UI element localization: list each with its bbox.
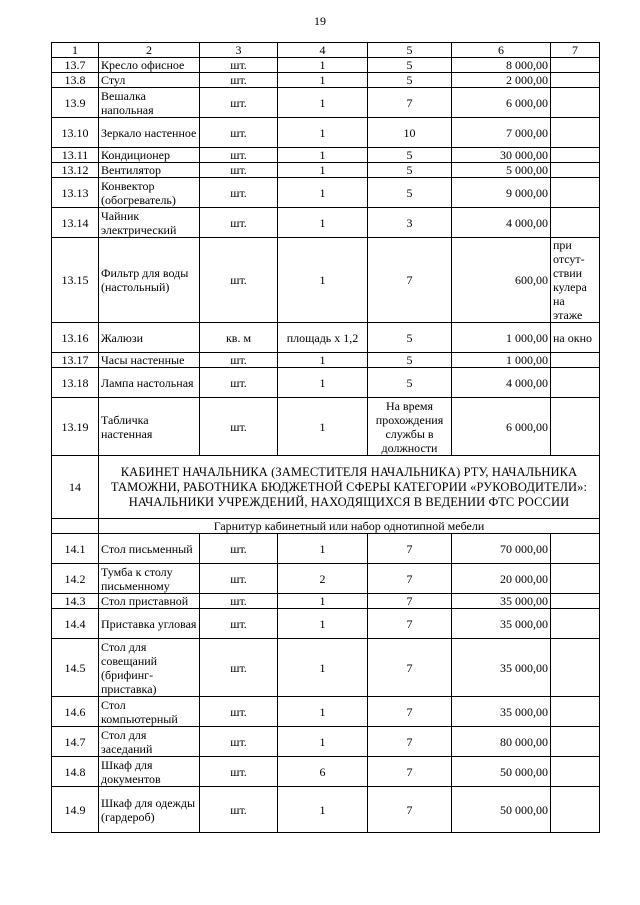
unit-of-measure: шт. — [200, 88, 278, 118]
service-life: 3 — [368, 208, 452, 238]
unit-of-measure: шт. — [200, 148, 278, 163]
quantity: 1 — [278, 727, 368, 757]
table-row — [52, 323, 600, 353]
item-name: Приставка угловая — [99, 609, 200, 639]
note — [551, 118, 600, 148]
price: 4 000,00 — [452, 208, 551, 238]
item-name: Жалюзи — [99, 323, 200, 353]
service-life: 5 — [368, 368, 452, 398]
note — [551, 368, 600, 398]
service-life: 7 — [368, 787, 452, 833]
price: 4 000,00 — [452, 368, 551, 398]
row-number: 14.4 — [52, 609, 99, 639]
note — [551, 163, 600, 178]
header-cell: 2 — [99, 43, 200, 58]
item-name: Конвектор (обогреватель) — [99, 178, 200, 208]
price: 35 000,00 — [452, 609, 551, 639]
price: 1 000,00 — [452, 353, 551, 368]
row-number: 13.16 — [52, 323, 99, 353]
note — [551, 148, 600, 163]
header-cell: 6 — [452, 43, 551, 58]
price: 50 000,00 — [452, 787, 551, 833]
service-life: 7 — [368, 88, 452, 118]
item-name: Стол приставной — [99, 594, 200, 609]
quantity: 1 — [278, 398, 368, 456]
price: 35 000,00 — [452, 697, 551, 727]
note — [551, 564, 600, 594]
row-number: 14.5 — [52, 639, 99, 697]
table-row — [52, 727, 600, 757]
price: 1 000,00 — [452, 323, 551, 353]
row-number: 13.12 — [52, 163, 99, 178]
row-number: 14.9 — [52, 787, 99, 833]
quantity: 1 — [278, 787, 368, 833]
table-row — [52, 368, 600, 398]
item-name: Шкаф для документов — [99, 757, 200, 787]
note — [551, 88, 600, 118]
unit-of-measure: шт. — [200, 118, 278, 148]
table-row — [52, 639, 600, 697]
table-row — [52, 73, 600, 88]
note — [551, 639, 600, 697]
quantity: 1 — [278, 238, 368, 323]
unit-of-measure: шт. — [200, 353, 278, 368]
service-life: 5 — [368, 323, 452, 353]
table-row — [52, 787, 600, 833]
note — [551, 208, 600, 238]
section-heading-row — [52, 456, 600, 519]
unit-of-measure: шт. — [200, 73, 278, 88]
item-name: Вешалка напольная — [99, 88, 200, 118]
service-life: На время прохождения службы в должности — [368, 398, 452, 456]
quantity: 1 — [278, 118, 368, 148]
section-number: 14 — [52, 456, 99, 519]
quantity: 1 — [278, 178, 368, 208]
unit-of-measure: шт. — [200, 697, 278, 727]
quantity: 1 — [278, 594, 368, 609]
unit-of-measure: шт. — [200, 163, 278, 178]
quantity: 1 — [278, 697, 368, 727]
unit-of-measure: шт. — [200, 238, 278, 323]
item-name: Часы настенные — [99, 353, 200, 368]
section-title: КАБИНЕТ НАЧАЛЬНИКА (ЗАМЕСТИТЕЛЯ НАЧАЛЬНИКА) РТУ, НАЧАЛЬНИКА ТАМОЖНИ, РАБОТНИКА БЮДЖЕТНОЙ СФЕРЫ КАТЕГОРИИ «РУКОВОДИТЕЛИ»: НАЧАЛЬНИКИ УЧРЕЖДЕНИЙ, НАХОДЯЩИХСЯ В ВЕДЕНИИ ФТС РОССИИ — [99, 456, 600, 519]
unit-of-measure: шт. — [200, 208, 278, 238]
norms-table — [51, 42, 600, 833]
header-cell: 5 — [368, 43, 452, 58]
table-body-section-14-header — [52, 456, 600, 534]
table-row — [52, 208, 600, 238]
price: 600,00 — [452, 238, 551, 323]
unit-of-measure: шт. — [200, 368, 278, 398]
service-life: 7 — [368, 639, 452, 697]
row-number: 13.18 — [52, 368, 99, 398]
table-row — [52, 148, 600, 163]
header-cell: 3 — [200, 43, 278, 58]
service-life: 10 — [368, 118, 452, 148]
row-number: 13.8 — [52, 73, 99, 88]
row-number: 13.10 — [52, 118, 99, 148]
unit-of-measure: шт. — [200, 609, 278, 639]
price: 2 000,00 — [452, 73, 551, 88]
item-name: Стол письменный — [99, 534, 200, 564]
unit-of-measure: шт. — [200, 727, 278, 757]
service-life: 7 — [368, 564, 452, 594]
unit-of-measure: шт. — [200, 787, 278, 833]
service-life: 7 — [368, 609, 452, 639]
price: 35 000,00 — [452, 639, 551, 697]
item-name: Стол для заседаний — [99, 727, 200, 757]
price: 80 000,00 — [452, 727, 551, 757]
price: 6 000,00 — [452, 88, 551, 118]
quantity: 1 — [278, 353, 368, 368]
note — [551, 727, 600, 757]
row-number: 13.13 — [52, 178, 99, 208]
item-name: Тумба к столу письменному — [99, 564, 200, 594]
row-number: 13.17 — [52, 353, 99, 368]
table-row — [52, 58, 600, 73]
note — [551, 353, 600, 368]
quantity: площадь х 1,2 — [278, 323, 368, 353]
table-row — [52, 398, 600, 456]
table-row — [52, 594, 600, 609]
price: 5 000,00 — [452, 163, 551, 178]
row-number: 13.11 — [52, 148, 99, 163]
quantity: 1 — [278, 639, 368, 697]
section-subtitle-row — [52, 519, 600, 534]
table-row — [52, 609, 600, 639]
header-row — [52, 43, 600, 58]
item-name: Табличка настенная — [99, 398, 200, 456]
quantity: 1 — [278, 208, 368, 238]
price: 7 000,00 — [452, 118, 551, 148]
quantity: 1 — [278, 368, 368, 398]
quantity: 2 — [278, 564, 368, 594]
row-number: 14.1 — [52, 534, 99, 564]
price: 8 000,00 — [452, 58, 551, 73]
row-number: 13.19 — [52, 398, 99, 456]
service-life: 5 — [368, 163, 452, 178]
unit-of-measure: шт. — [200, 58, 278, 73]
note — [551, 609, 600, 639]
header-cell: 4 — [278, 43, 368, 58]
service-life: 7 — [368, 594, 452, 609]
price: 20 000,00 — [452, 564, 551, 594]
unit-of-measure: шт. — [200, 564, 278, 594]
row-number: 14.2 — [52, 564, 99, 594]
note — [551, 787, 600, 833]
service-life: 7 — [368, 534, 452, 564]
service-life: 7 — [368, 757, 452, 787]
unit-of-measure: кв. м — [200, 323, 278, 353]
service-life: 7 — [368, 238, 452, 323]
unit-of-measure: шт. — [200, 534, 278, 564]
item-name: Зеркало настенное — [99, 118, 200, 148]
quantity: 1 — [278, 73, 368, 88]
row-number: 13.7 — [52, 58, 99, 73]
item-name: Лампа настольная — [99, 368, 200, 398]
section-subtitle: Гарнитур кабинетный или набор однотипной мебели — [99, 519, 600, 534]
item-name: Кресло офисное — [99, 58, 200, 73]
quantity: 1 — [278, 163, 368, 178]
item-name: Фильтр для воды (настольный) — [99, 238, 200, 323]
row-number: 14.3 — [52, 594, 99, 609]
unit-of-measure: шт. — [200, 398, 278, 456]
table-row — [52, 178, 600, 208]
row-number: 13.15 — [52, 238, 99, 323]
note — [551, 534, 600, 564]
item-name: Шкаф для одежды (гардероб) — [99, 787, 200, 833]
item-name: Стол компьютерный — [99, 697, 200, 727]
unit-of-measure: шт. — [200, 639, 278, 697]
quantity: 1 — [278, 88, 368, 118]
row-number: 14.6 — [52, 697, 99, 727]
note: при отсут-ствии кулера на этаже — [551, 238, 600, 323]
note — [551, 73, 600, 88]
table-row — [52, 163, 600, 178]
table-row — [52, 88, 600, 118]
unit-of-measure: шт. — [200, 178, 278, 208]
service-life: 7 — [368, 697, 452, 727]
table-body-section-13 — [52, 58, 600, 456]
quantity: 1 — [278, 534, 368, 564]
service-life: 5 — [368, 58, 452, 73]
item-name: Стул — [99, 73, 200, 88]
header-cell: 1 — [52, 43, 99, 58]
note — [551, 398, 600, 456]
unit-of-measure: шт. — [200, 594, 278, 609]
table-body-section-14 — [52, 534, 600, 833]
table-row — [52, 118, 600, 148]
price: 9 000,00 — [452, 178, 551, 208]
service-life: 5 — [368, 178, 452, 208]
row-number: 13.9 — [52, 88, 99, 118]
empty-cell — [52, 519, 99, 534]
service-life: 5 — [368, 353, 452, 368]
row-number: 14.7 — [52, 727, 99, 757]
note: на окно — [551, 323, 600, 353]
header-cell: 7 — [551, 43, 600, 58]
item-name: Стол для совещаний (брифинг-приставка) — [99, 639, 200, 697]
row-number: 13.14 — [52, 208, 99, 238]
note — [551, 697, 600, 727]
service-life: 5 — [368, 73, 452, 88]
note — [551, 594, 600, 609]
price: 50 000,00 — [452, 757, 551, 787]
table-row — [52, 697, 600, 727]
price: 6 000,00 — [452, 398, 551, 456]
price: 35 000,00 — [452, 594, 551, 609]
table-row — [52, 238, 600, 323]
unit-of-measure: шт. — [200, 757, 278, 787]
table-row — [52, 564, 600, 594]
price: 30 000,00 — [452, 148, 551, 163]
table-row — [52, 757, 600, 787]
item-name: Чайник электрический — [99, 208, 200, 238]
quantity: 6 — [278, 757, 368, 787]
table-row — [52, 353, 600, 368]
quantity: 1 — [278, 58, 368, 73]
item-name: Кондиционер — [99, 148, 200, 163]
quantity: 1 — [278, 148, 368, 163]
service-life: 7 — [368, 727, 452, 757]
quantity: 1 — [278, 609, 368, 639]
note — [551, 58, 600, 73]
service-life: 5 — [368, 148, 452, 163]
price: 70 000,00 — [452, 534, 551, 564]
note — [551, 178, 600, 208]
row-number: 14.8 — [52, 757, 99, 787]
page-number: 19 — [314, 14, 326, 28]
note — [551, 757, 600, 787]
table-row — [52, 534, 600, 564]
item-name: Вентилятор — [99, 163, 200, 178]
